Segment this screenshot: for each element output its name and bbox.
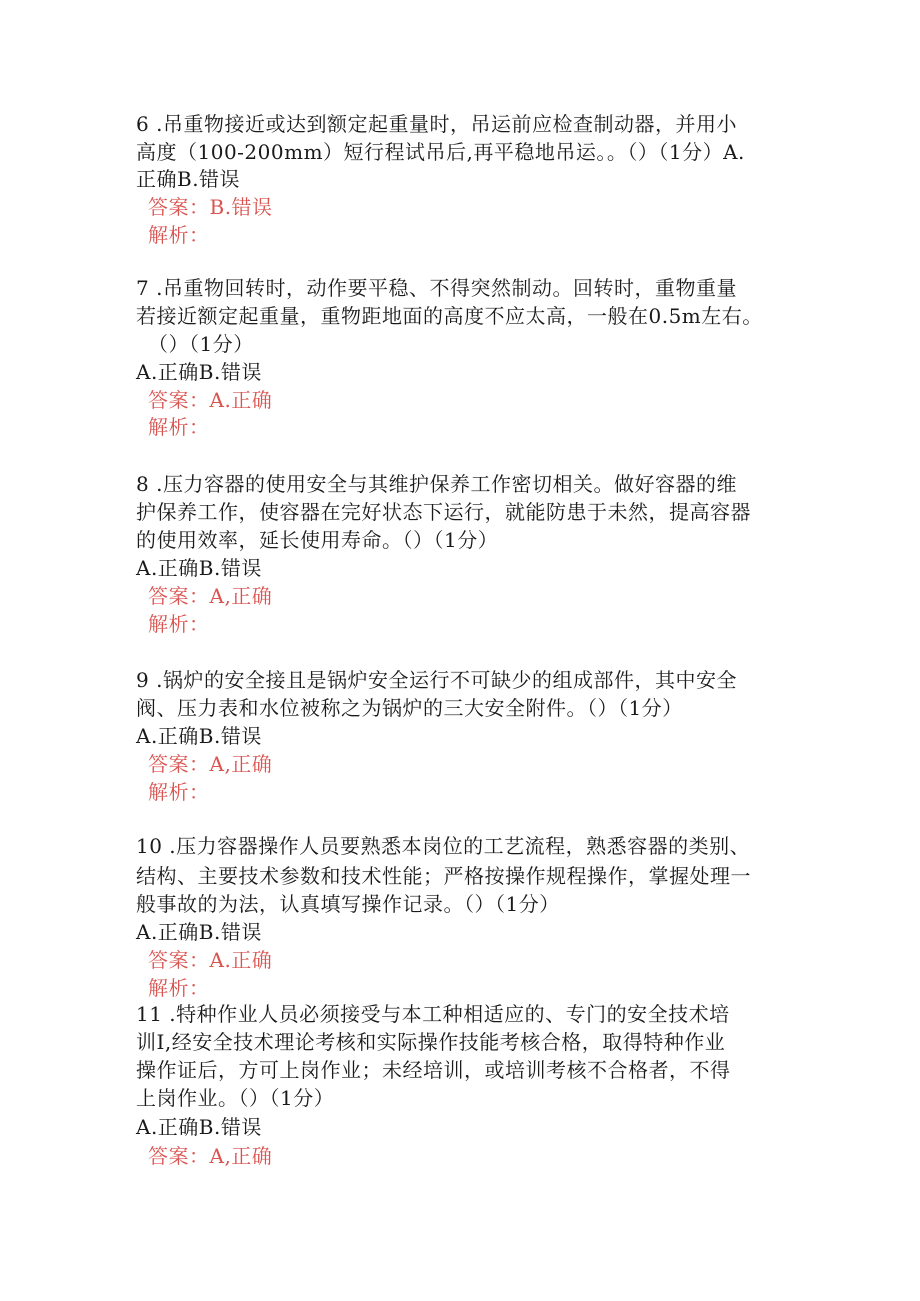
question-8-line-3: 的使用效率，延长使用寿命。（）（1分） (136, 528, 499, 552)
question-8-line-1: 8 .压力容器的使用安全与其维护保养工作密切相关。做好容器的维 (136, 472, 737, 496)
question-7-options: A.正确B.错误 (136, 360, 262, 384)
question-9-line-2: 阀、压力表和水位被称之为锅炉的三大安全附件。（）（1分） (136, 696, 683, 720)
question-6-analysis: 解析： (148, 223, 210, 247)
question-11-line-2: 训I,经安全技术理论考核和实际操作技能考核合格，取得特种作业 (136, 1030, 726, 1054)
question-6-line-1: 6 .吊重物接近或达到额定起重量时，吊运前应检查制动器，并用小 (136, 112, 737, 136)
question-9-answer: 答案：A,正确 (148, 752, 273, 776)
question-8-analysis: 解析： (148, 612, 210, 636)
question-8-options: A.正确B.错误 (136, 556, 262, 580)
question-10-line-2: 结构、主要技术参数和技术性能；严格按操作规程操作，掌握处理一 (136, 864, 751, 888)
question-9-options: A.正确B.错误 (136, 724, 262, 748)
question-7-answer: 答案：A.正确 (148, 388, 273, 412)
question-11-line-4: 上岗作业。（）（1分） (136, 1086, 335, 1110)
question-7-line-3: （）（1分） (148, 332, 254, 356)
question-7-analysis: 解析： (148, 415, 210, 439)
question-8-answer: 答案：A,正确 (148, 584, 273, 608)
question-9-analysis: 解析： (148, 780, 210, 804)
question-11-answer: 答案：A,正确 (148, 1144, 273, 1168)
question-10-answer: 答案：A.正确 (148, 948, 273, 972)
question-8-line-2: 护保养工作，使容器在完好状态下运行，就能防患于未然，提高容器 (136, 500, 751, 524)
question-6-line-2: 高度（100-200mm）短行程试吊后,再平稳地吊运。。（）（1分）A. (136, 140, 745, 164)
question-6-answer: 答案：B.错误 (148, 195, 273, 219)
question-10-line-1: 10 .压力容器操作人员要熟悉本岗位的工艺流程，熟悉容器的类别、 (136, 834, 751, 858)
question-7-line-2: 若接近额定起重量，重物距地面的高度不应太高，一般在0.5m左右。 (136, 304, 763, 328)
question-11-line-3: 操作证后，方可上岗作业；未经培训，或培训考核不合格者，不得 (136, 1058, 731, 1082)
question-7-line-1: 7 .吊重物回转时，动作要平稳、不得突然制动。回转时，重物重量 (136, 276, 737, 300)
question-10-analysis: 解析： (148, 976, 210, 1000)
question-6-options: 正确B.错误 (136, 167, 241, 191)
question-10-options: A.正确B.错误 (136, 920, 262, 944)
question-11-options: A.正确B.错误 (136, 1115, 262, 1139)
question-11-line-1: 11 .特种作业人员必须接受与本工种相适应的、专门的安全技术培 (136, 1002, 730, 1026)
question-9-line-1: 9 .锅炉的安全接且是锅炉安全运行不可缺少的组成部件，其中安全 (136, 668, 737, 692)
question-10-line-3: 般事故的为法，认真填写操作记录。（）（1分） (136, 892, 560, 916)
